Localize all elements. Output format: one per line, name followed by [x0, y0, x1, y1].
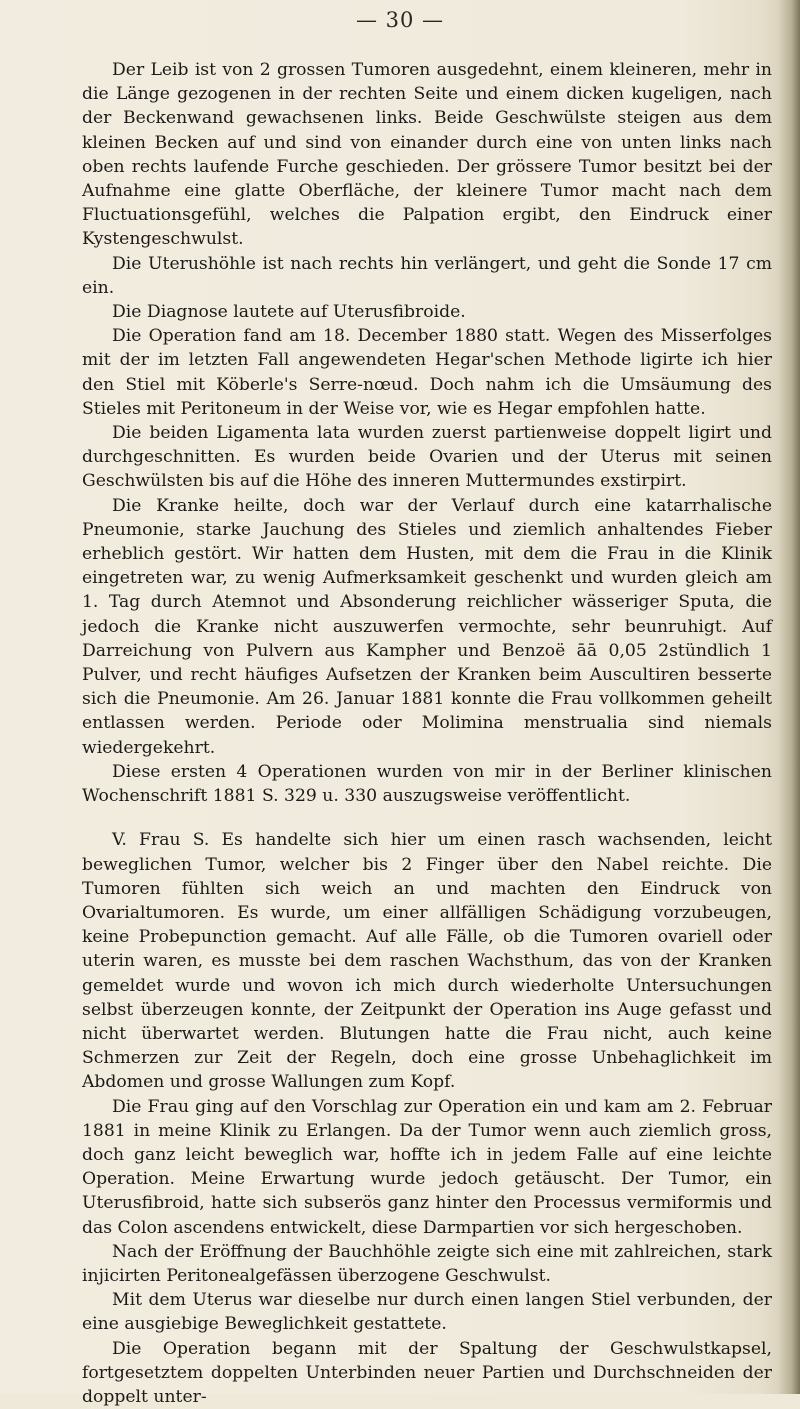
paragraph-ligamenta: Die beiden Ligamenta lata wurden zuerst partienweise doppelt ligirt und durchgeschnitten. Es wurden beide Ovarien und der Uterus mit seinen Geschwülsten bis auf die Höhe des inneren Muttermundes exstirpirt.	[82, 423, 772, 492]
page-edge-shadow	[778, 0, 800, 1394]
paragraph-abdomen-opening: Nach der Eröffnung der Bauchhöhle zeigte sich eine mit zahlreichen, stark injicirten Peritonealgefässen überzogene Geschwulst.	[82, 1241, 772, 1286]
paragraph-operation-begin: Die Operation begann mit der Spaltung der Geschwulstkapsel, fortgesetztem doppelten Unterbinden neuer Partien und Durchschneiden der doppelt unter-	[82, 1338, 772, 1407]
paragraph-uterine-cavity: Die Uterushöhle ist nach rechts hin verlängert, und geht die Sonde 17 cm ein.	[82, 253, 772, 298]
paragraph-admission: Die Frau ging auf den Vorschlag zur Operation ein und kam am 2. Februar 1881 in meine Klinik zu Erlangen. Da der Tumor wenn auch ziemlich gross, doch ganz leicht beweglich war, hoffte ich in jedem Falle auf eine leichte Operation. Meine Erwartung wurde jedoch getäuscht. Der Tumor, ein Uterusfibroid, hatte sich subserös ganz hinter den Processus vermiformis und das Colon ascendens entwickelt, diese Darmpartien vor sich hergeschoben.	[82, 1096, 772, 1238]
page-number: — 30 —	[355, 8, 445, 32]
body-text	[82, 58, 772, 1409]
paragraph-diagnosis: Die Diagnose lautete auf Uterusfibroide.	[112, 302, 466, 323]
paragraph-uterus-stalk: Mit dem Uterus war dieselbe nur durch einen langen Stiel verbunden, der eine ausgiebige Beweglichkeit gestattete.	[82, 1290, 772, 1335]
paragraph-publication: Diese ersten 4 Operationen wurden von mir in der Berliner klinischen Wochenschrift 1881 S. 329 u. 330 auszugsweise veröffentlicht.	[82, 761, 772, 807]
paragraph-case-v: V. Frau S. Es handelte sich hier um einen rasch wachsenden, leicht beweglichen Tumor, welcher bis 2 Finger über den Nabel reichte. Die Tumoren fühlten sich weich an und machten den Eindruck von Ovarialtumoren. Es wurde, um einer allfälligen Schädigung vorzubeugen, keine Probepunction gemacht. Auf alle Fälle, ob die Tumoren ovariell oder uterin waren, es musste bei dem raschen Wachsthum, das von der Kranken gemeldet wurde und wovon ich mich durch wiederholte Untersuchungen selbst überzeugen konnte, der Zeitpunkt der Operation ins Auge gefasst und nicht überwartet werden. Blutungen hatte die Frau nicht, auch keine Schmerzen zur Zeit der Regeln, doch eine grosse Unbehaglichkeit im Abdomen und grosse Wallungen zum Kopf.	[82, 830, 772, 1093]
paragraph-recovery: Die Kranke heilte, doch war der Verlauf durch eine katarrhalische Pneumonie, starke Jauchung des Stieles und ziemlich anhaltendes Fieber erheblich gestört. Wir hatten dem Husten, mit dem die Frau in die Klinik eingetreten war, zu wenig Aufmerksamkeit geschenkt und wurden gleich am 1. Tag durch Atemnot und Absonderung reichlicher wässeriger Sputa, die jedoch die Kranke nicht auszuwerfen vermochte, sehr beunruhigt. Auf Darreichung von Pulvern aus Kampher und Benzoë āā 0,05 2stündlich 1 Pulver, und recht häufiges Aufsetzen der Kranken beim Auscultiren besserte sich die Pneumonie. Am 26. Januar 1881 konnte die Frau vollkommen geheilt entlassen werden. Periode oder Molimina menstrualia sind niemals wiedergekehrt.	[82, 495, 772, 758]
paragraph-operation: Die Operation fand am 18. December 1880 statt. Wegen des Misserfolges mit der im letzten Fall angewendeten Hegar'schen Methode ligirte ich hier den Stiel mit Köberle's Serre-nœud. Doch nahm ich die Umsäumung des Stieles mit Peritoneum in der Weise vor, wie es Hegar empfohlen hatte.	[82, 326, 772, 419]
paragraph-tumor-description: Der Leib ist von 2 grossen Tumoren ausgedehnt, einem kleineren, mehr in die Länge gezogenen in der rechten Seite und einem dicken kugeligen, nach der Beckenwand gewachsenen links. Beide Geschwülste steigen aus dem kleinen Becken auf und sind von einander durch eine von unten links nach oben rechts laufende Furche geschieden. Der grössere Tumor besitzt bei der Aufnahme eine glatte Oberfläche, der kleinere Tumor macht nach dem Fluctuationsgefühl, welches die Palpation ergibt, den Eindruck einer Kystengeschwulst.	[82, 60, 772, 250]
